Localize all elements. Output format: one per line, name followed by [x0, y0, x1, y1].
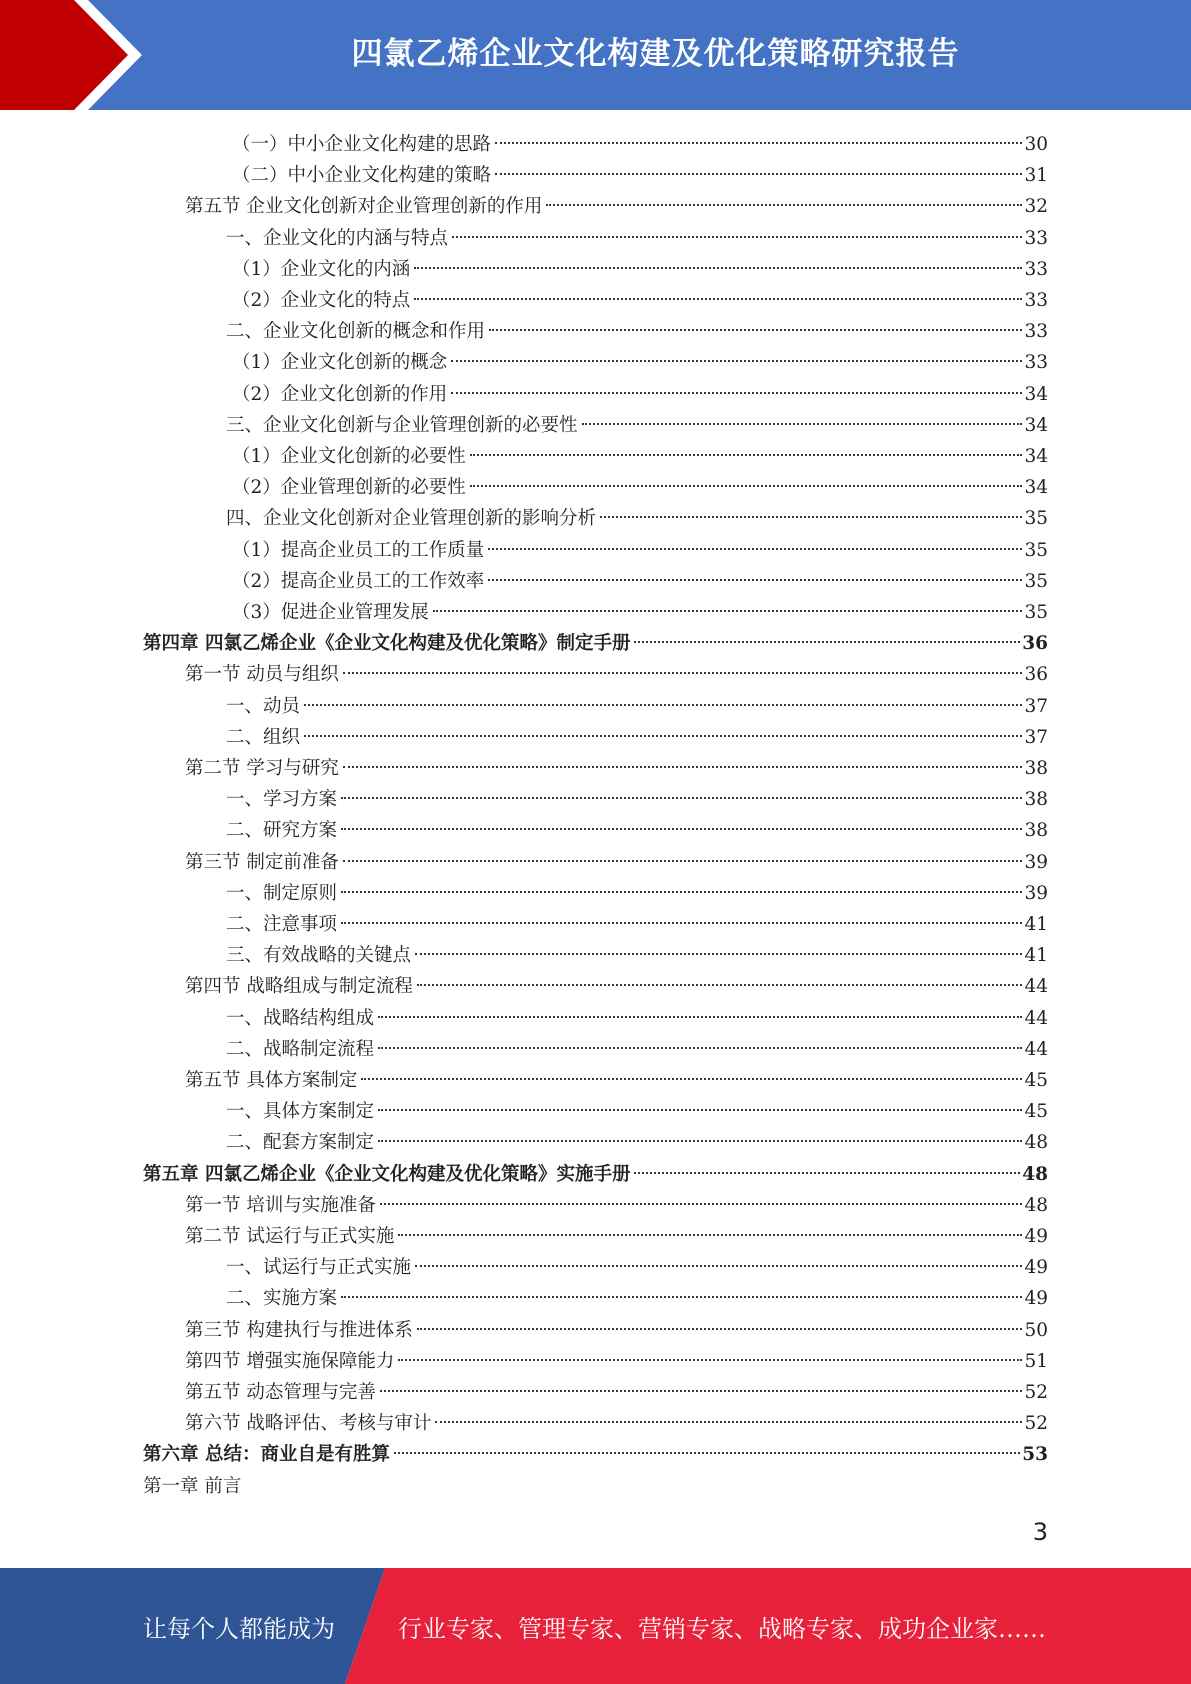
toc-leader-dots: [634, 1172, 1020, 1174]
toc-entry-label: 第二节 学习与研究: [185, 758, 339, 779]
toc-entry[interactable]: [185, 971, 1048, 1002]
toc-entry-label: 一、动员: [226, 695, 301, 717]
toc-entry[interactable]: [226, 1252, 1048, 1283]
toc-entry[interactable]: [185, 191, 1048, 222]
toc-entry-label: 一、企业文化的内涵与特点: [226, 227, 449, 249]
toc-entry-page: 41: [1024, 914, 1048, 935]
toc-leader-dots: [304, 735, 1022, 737]
toc-entry[interactable]: [185, 1065, 1048, 1096]
toc-entry-label: 一、试运行与正式实施: [226, 1257, 412, 1279]
toc-entry[interactable]: [226, 784, 1048, 815]
toc-entry[interactable]: [226, 940, 1048, 971]
toc-leader-dots: [582, 423, 1023, 425]
toc-entry-label: 第二节 试运行与正式实施: [185, 1226, 395, 1247]
toc-entry[interactable]: [185, 1315, 1048, 1346]
toc-entry-page: 53: [1022, 1444, 1048, 1466]
header-arrow-icon: [0, 0, 160, 110]
toc-leader-dots: [341, 891, 1022, 893]
toc-entry-label: 第五节 动态管理与完善: [185, 1382, 376, 1403]
toc-leader-dots: [489, 329, 1022, 331]
toc-entry[interactable]: [226, 1127, 1048, 1158]
toc-entry[interactable]: [143, 1439, 1048, 1470]
toc-leader-dots: [341, 797, 1022, 799]
toc-entry[interactable]: [232, 347, 1048, 378]
toc-entry-label: （二）中小企业文化构建的策略: [232, 165, 492, 187]
toc-entry-page: 37: [1024, 726, 1048, 748]
toc-entry-page: 32: [1024, 196, 1048, 218]
toc-leader-dots: [435, 1421, 1022, 1423]
toc-leader-dots: [304, 704, 1022, 706]
toc-entry[interactable]: [232, 441, 1048, 472]
toc-leader-dots: [634, 641, 1020, 643]
toc-entry[interactable]: [185, 847, 1048, 878]
toc-leader-dots: [378, 1140, 1022, 1142]
toc-entry-label: 第一节 培训与实施准备: [185, 1194, 376, 1216]
toc-entry-page: 33: [1024, 352, 1048, 374]
toc-entry-page: 45: [1024, 1070, 1048, 1091]
document-title: 四氯乙烯企业文化构建及优化策略研究报告: [351, 35, 960, 72]
toc-entry-label: 第三节 构建执行与推进体系: [185, 1319, 413, 1341]
toc-entry-label: 二、研究方案: [226, 820, 338, 842]
toc-leader-dots: [398, 1234, 1022, 1236]
toc-entry[interactable]: [232, 285, 1048, 316]
toc-entry[interactable]: [226, 1034, 1048, 1065]
toc-entry-label: 第六章 总结：商业自是有胜算: [143, 1444, 390, 1466]
toc-entry-page: 35: [1024, 570, 1048, 592]
toc-entry-label: 二、实施方案: [226, 1288, 338, 1310]
toc-entry-label: 第六节 战略评估、考核与审计: [185, 1413, 432, 1435]
toc-entry-page: 48: [1024, 1194, 1048, 1216]
toc-entry-label: 二、组织: [226, 726, 301, 748]
toc-entry-label: 二、配套方案制定: [226, 1132, 375, 1154]
toc-entry-page: 31: [1024, 165, 1048, 187]
toc-leader-dots: [380, 1203, 1023, 1205]
toc-entry-label: 四、企业文化创新对企业管理创新的影响分析: [226, 508, 597, 530]
toc-leader-dots: [378, 1016, 1022, 1018]
toc-leader-dots: [380, 1390, 1023, 1392]
toc-entry-page: 50: [1024, 1319, 1048, 1341]
trailing-chapter-heading: 第一章 前言: [143, 1475, 242, 1497]
toc-entry-page: 49: [1024, 1226, 1048, 1247]
toc-entry-page: 38: [1024, 758, 1048, 779]
footer-slogan-right: 行业专家、管理专家、营销专家、战略专家、成功企业家……: [398, 1614, 1046, 1643]
toc-entry[interactable]: [226, 1283, 1048, 1314]
toc-leader-dots: [415, 1265, 1022, 1267]
toc-entry-label: 一、具体方案制定: [226, 1101, 375, 1123]
toc-entry[interactable]: [226, 316, 1048, 347]
toc-entry[interactable]: [185, 1346, 1048, 1377]
toc-entry-label: 第四节 战略组成与制定流程: [185, 976, 413, 998]
toc-entry[interactable]: [226, 1096, 1048, 1127]
toc-entry-page: 34: [1024, 383, 1048, 405]
toc-entry-page: 48: [1022, 1163, 1048, 1185]
toc-leader-dots: [451, 360, 1022, 362]
toc-leader-dots: [341, 922, 1022, 924]
toc-entry[interactable]: [226, 503, 1048, 534]
toc-entry[interactable]: [185, 1190, 1048, 1221]
toc-entry-page: 34: [1024, 446, 1048, 467]
toc-entry[interactable]: [226, 722, 1048, 753]
toc-leader-dots: [343, 860, 1023, 862]
toc-entry-page: 35: [1024, 539, 1048, 561]
toc-leader-dots: [546, 204, 1022, 206]
toc-entry[interactable]: [185, 1377, 1048, 1408]
toc-entry[interactable]: [226, 878, 1048, 909]
toc-entry-label: 二、企业文化创新的概念和作用: [226, 321, 486, 343]
toc-leader-dots: [417, 1328, 1023, 1330]
toc-leader-dots: [414, 267, 1022, 269]
toc-entry[interactable]: [185, 1221, 1048, 1252]
toc-entry-page: 52: [1024, 1413, 1048, 1435]
toc-entry[interactable]: [185, 659, 1048, 690]
toc-entry-label: （2）企业文化的特点: [232, 290, 411, 311]
toc-entry-page: 49: [1024, 1288, 1048, 1310]
toc-entry[interactable]: [226, 691, 1048, 722]
toc-entry[interactable]: [232, 129, 1048, 160]
toc-leader-dots: [378, 1047, 1022, 1049]
toc-entry-page: 36: [1022, 633, 1048, 655]
toc-entry[interactable]: [185, 753, 1048, 784]
toc-entry-page: 52: [1024, 1382, 1048, 1403]
toc-leader-dots: [495, 173, 1022, 175]
toc-entry-page: 49: [1024, 1257, 1048, 1279]
toc-entry-page: 30: [1024, 134, 1048, 155]
toc-entry-label: 第五节 具体方案制定: [185, 1070, 358, 1091]
toc-entry-label: 三、企业文化创新与企业管理创新的必要性: [226, 414, 578, 436]
toc-entry-label: 一、学习方案: [226, 789, 338, 811]
toc-leader-dots: [414, 298, 1022, 300]
toc-entry-label: 二、战略制定流程: [226, 1038, 375, 1060]
page-number: 3: [1032, 1518, 1048, 1546]
toc-leader-dots: [378, 1109, 1022, 1111]
toc-entry-label: 第三节 制定前准备: [185, 851, 339, 873]
toc-leader-dots: [361, 1078, 1022, 1080]
toc-leader-dots: [451, 392, 1022, 394]
toc-leader-dots: [470, 485, 1023, 487]
toc-leader-dots: [415, 953, 1022, 955]
toc-entry-page: 33: [1024, 227, 1048, 249]
toc-entry-page: 48: [1024, 1132, 1048, 1154]
toc-entry[interactable]: [232, 160, 1048, 191]
toc-entry-page: 38: [1024, 789, 1048, 811]
toc-entry-page: 36: [1024, 664, 1048, 686]
toc-leader-dots: [341, 828, 1022, 830]
toc-entry-page: 33: [1024, 290, 1048, 311]
toc-entry-label: 第五章 四氯乙烯企业《企业文化构建及优化策略》实施手册: [143, 1163, 631, 1185]
toc-entry-label: （2）企业管理创新的必要性: [232, 477, 466, 499]
toc-entry-page: 44: [1024, 1007, 1048, 1029]
page-footer: [0, 1568, 1191, 1684]
toc-leader-dots: [600, 516, 1022, 518]
toc-leader-dots: [398, 1359, 1022, 1361]
toc-entry-label: 第四节 增强实施保障能力: [185, 1350, 395, 1372]
toc-entry-page: 34: [1024, 414, 1048, 436]
toc-entry[interactable]: [226, 1003, 1048, 1034]
toc-leader-dots: [433, 610, 1023, 612]
toc-entry-page: 34: [1024, 477, 1048, 499]
toc-entry[interactable]: [185, 1408, 1048, 1439]
toc-entry-label: （1）提高企业员工的工作质量: [232, 539, 485, 561]
toc-leader-dots: [394, 1452, 1020, 1454]
toc-entry[interactable]: [226, 909, 1048, 940]
toc-leader-dots: [417, 984, 1023, 986]
toc-entry-label: （3）促进企业管理发展: [232, 602, 429, 623]
toc-entry-label: 第四章 四氯乙烯企业《企业文化构建及优化策略》制定手册: [143, 633, 631, 655]
toc-entry-page: 39: [1024, 851, 1048, 873]
toc-entry-label: 三、有效战略的关键点: [226, 945, 412, 967]
toc-entry-page: 33: [1024, 258, 1048, 280]
toc-entry-page: 38: [1024, 820, 1048, 842]
toc-entry-page: 45: [1024, 1101, 1048, 1123]
toc-entry-label: （2）提高企业员工的工作效率: [232, 570, 485, 592]
toc-entry-label: （1）企业文化创新的概念: [232, 352, 448, 374]
page-header: [0, 0, 1191, 110]
toc-entry[interactable]: [143, 1159, 1048, 1190]
toc-entry[interactable]: [232, 597, 1048, 628]
toc-entry-page: 35: [1024, 602, 1048, 623]
toc-entry-label: 一、战略结构组成: [226, 1007, 375, 1029]
toc-entry[interactable]: [226, 410, 1048, 441]
toc-entry-page: 44: [1024, 1038, 1048, 1060]
toc-entry-label: 第五节 企业文化创新对企业管理创新的作用: [185, 196, 543, 218]
footer-slogan-left: 让每个人都能成为: [143, 1614, 335, 1643]
toc-entry[interactable]: [232, 254, 1048, 285]
toc-entry-page: 51: [1024, 1350, 1048, 1372]
toc-entry-label: （1）企业文化创新的必要性: [232, 446, 466, 467]
toc-entry-label: 第一节 动员与组织: [185, 664, 339, 686]
toc-entry-label: （一）中小企业文化构建的思路: [232, 134, 492, 155]
toc-entry-page: 41: [1024, 945, 1048, 967]
toc-entry[interactable]: [232, 472, 1048, 503]
toc-entry-page: 37: [1024, 695, 1048, 717]
toc-entry-label: （1）企业文化的内涵: [232, 258, 411, 280]
toc-entry[interactable]: [226, 223, 1048, 254]
toc-leader-dots: [452, 236, 1022, 238]
toc-entry-page: 33: [1024, 321, 1048, 343]
toc-entry-page: 44: [1024, 976, 1048, 998]
toc-leader-dots: [343, 672, 1023, 674]
toc-entry[interactable]: [232, 566, 1048, 597]
toc-entry[interactable]: [226, 815, 1048, 846]
toc-leader-dots: [495, 142, 1022, 144]
toc-leader-dots: [343, 766, 1023, 768]
toc-entry-label: （2）企业文化创新的作用: [232, 383, 448, 405]
toc-leader-dots: [341, 1296, 1022, 1298]
toc-entry[interactable]: [232, 379, 1048, 410]
toc-entry-label: 一、制定原则: [226, 882, 338, 904]
toc-entry-page: 39: [1024, 882, 1048, 904]
toc-entry-label: 二、注意事项: [226, 914, 338, 935]
toc-leader-dots: [488, 579, 1022, 581]
toc-entry[interactable]: [143, 628, 1048, 659]
toc-entry[interactable]: [232, 535, 1048, 566]
toc-leader-dots: [488, 548, 1022, 550]
toc-entry-page: 35: [1024, 508, 1048, 530]
toc-leader-dots: [470, 454, 1023, 456]
